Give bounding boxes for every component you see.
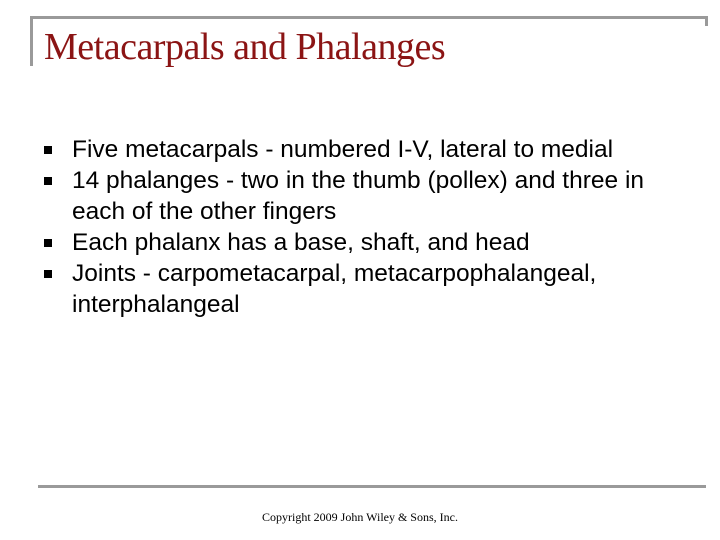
slide-title: Metacarpals and Phalanges — [44, 26, 446, 68]
copyright-footer: Copyright 2009 John Wiley & Sons, Inc. — [262, 510, 458, 524]
title-frame-top-line — [30, 16, 708, 19]
title-frame-right-line — [705, 16, 708, 26]
bullet-text: Joints - carpometacarpal, metacarpophalangeal, interphalangeal — [72, 260, 597, 318]
bullet-text: Each phalanx has a base, shaft, and head — [72, 229, 530, 256]
title-frame-left-line — [30, 16, 33, 66]
square-bullet-icon — [44, 177, 52, 185]
square-bullet-icon — [44, 270, 52, 278]
bullet-text: 14 phalanges - two in the thumb (pollex) and three in each of the other fingers — [72, 167, 645, 225]
footer-divider — [38, 485, 706, 488]
bullet-item — [44, 227, 684, 258]
square-bullet-icon — [44, 239, 52, 247]
bullet-item — [44, 165, 684, 227]
square-bullet-icon — [44, 146, 52, 154]
bullet-list — [44, 134, 684, 320]
bullet-item — [44, 258, 684, 320]
bullet-item — [44, 134, 684, 165]
bullet-text: Five metacarpals - numbered I-V, lateral to medial — [72, 136, 614, 163]
